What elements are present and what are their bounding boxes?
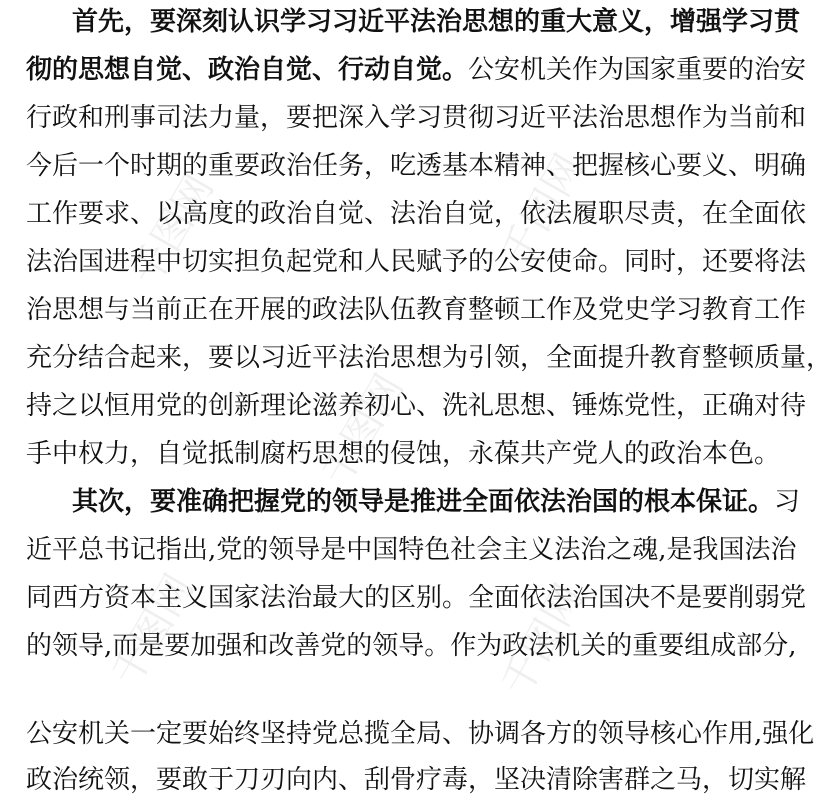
body-text: 工作要求、以高度的政治自觉、法治自觉，依法履职尽责，在全面依 [26, 199, 807, 229]
body-text: 习 [774, 487, 801, 517]
body-text: 法治国进程中切实担负起党和人民赋予的公安使命。同时，还要将法 [26, 247, 807, 277]
paragraph-line [26, 96, 807, 140]
bold-lead-text: 首先，要深刻认识学习习近平法治思想的重大意义，增强学习贯 [72, 7, 801, 37]
paragraph-line [26, 288, 807, 332]
body-text: 公安机关一定要始终坚持党总揽全局、协调各方的领导核心作用,强化 [26, 719, 815, 749]
paragraph-line [72, 0, 801, 44]
body-text: 近平总书记指出,党的领导是中国特色社会主义法治之魂,是我国法治 [26, 535, 797, 565]
bold-lead-text: 其次，要准确把握党的领导是推进全面依法治国的根本保证。 [72, 487, 775, 517]
body-text: 同西方资本主义国家法治最大的区别。全面依法治国决不是要削弱党 [26, 583, 807, 613]
paragraph-line [26, 336, 832, 380]
body-text: 行政和刑事司法力量，要把深入学习贯彻习近平法治思想作为当前和 [26, 103, 807, 133]
paragraph-line [26, 712, 815, 756]
paragraph-line [26, 240, 807, 284]
body-text: 充分结合起来，要以习近平法治思想为引领，全面提升教育整顿质量， [26, 343, 832, 373]
bold-lead-text: 彻的思想自觉、政治自觉、行动自觉。 [26, 55, 469, 85]
paragraph-line [26, 144, 807, 188]
body-text: 的领导,而是要加强和改善党的领导。作为政法机关的重要组成部分, [26, 631, 797, 661]
paragraph-line [26, 192, 807, 236]
watermark: 千图网 [123, 166, 223, 294]
paragraph-line [26, 384, 807, 428]
watermark: 千图网 [493, 146, 593, 274]
body-text: 持之以恒用党的创新理论滋养初心、洗礼思想、锤炼党性，正确对待 [26, 391, 807, 421]
paragraph-line [26, 758, 807, 802]
paragraph-line [72, 480, 801, 524]
paragraph-line [26, 624, 797, 668]
watermark: 千图网 [313, 366, 413, 494]
body-text: 政治统领，要敢于刀刃向内、刮骨疗毒，坚决清除害群之马，切实解 [26, 765, 807, 795]
body-text: 今后一个时期的重要政治任务，吃透基本精神、把握核心要义、明确 [26, 151, 807, 181]
body-text: 手中权力，自觉抵制腐朽思想的侵蚀，永葆共产党人的政治本色。 [26, 439, 781, 469]
paragraph-line [26, 576, 807, 620]
paragraph-line [26, 432, 781, 476]
watermark: 千图网 [103, 566, 203, 694]
body-text: 治思想与当前正在开展的政法队伍教育整顿工作及党史学习教育工作 [26, 295, 807, 325]
paragraph-line [26, 48, 807, 92]
body-text: 公安机关作为国家重要的治安 [468, 55, 807, 85]
paragraph-line [26, 528, 797, 572]
watermark: 千图网 [493, 576, 593, 704]
